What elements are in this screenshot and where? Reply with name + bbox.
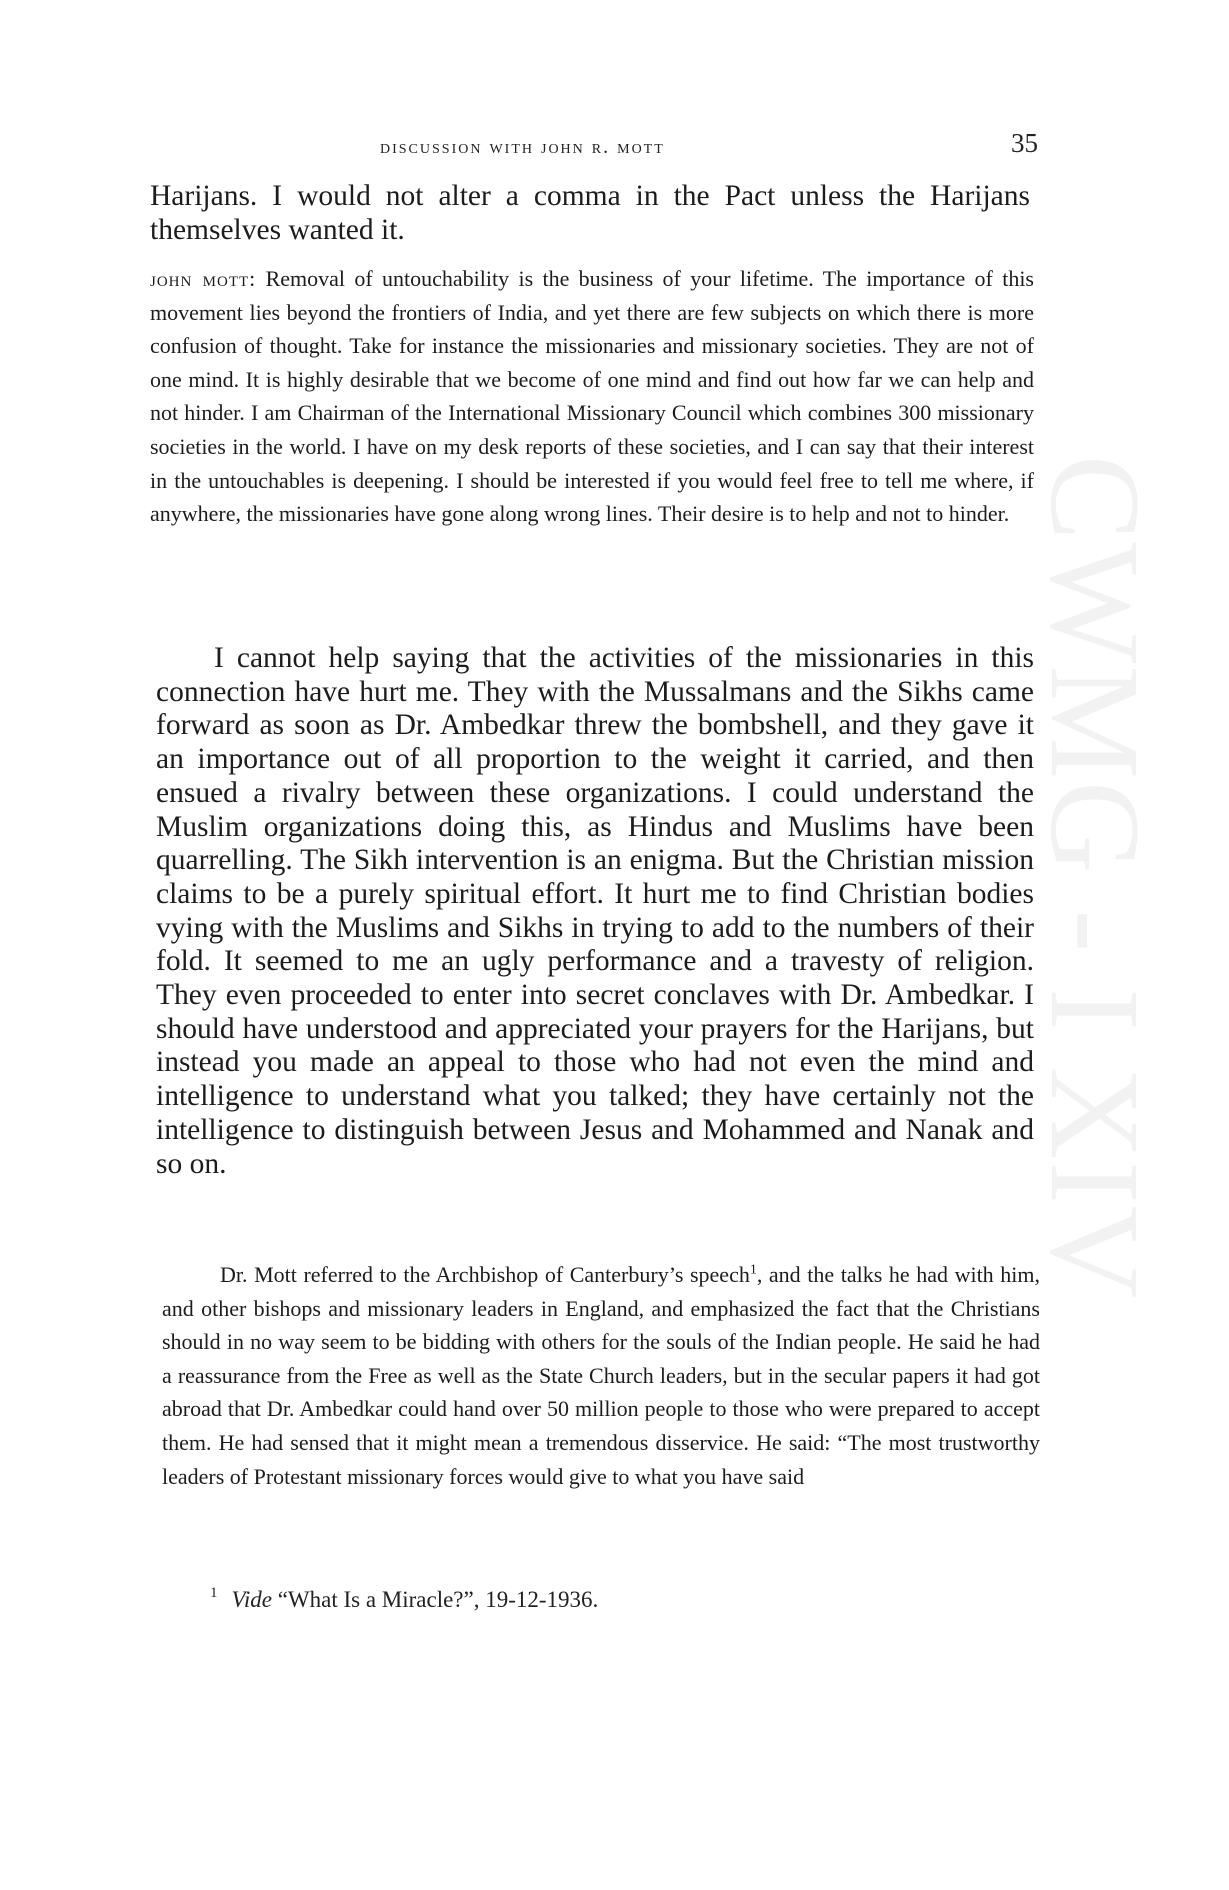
narration-text-2: , and the talks he had with him, and other bishops and missionary leaders in England, and emphasized the fact that the Christians should in no way seem to be bidding with others for the souls of the Indian people. He said he had a reassurance from the Free as well as the State Church leaders, but in the secular papers it had got abroad that Dr. Ambedkar could hand over 50 million people to those who were prepared to accept them. He had sensed that it might mean a tremendous disservice. He said: “The most trustworthy leaders of Protestant missionary forces would give to what you have said [162,1262,1040,1489]
narration-text-1: Dr. Mott referred to the Archbishop of Canterbury’s speech [220,1262,750,1287]
footnote-text: “What Is a Miracle?”, 19-12-1936. [271,1587,599,1612]
footnote-mark: 1 [210,1585,218,1601]
paragraph-narration [162,1258,1040,1493]
footnote-reference[interactable]: 1 [749,1262,757,1278]
paragraph-continuation: Harijans. I would not alter a comma in the Pact unless the Harijans themselves wanted it. [150,180,1030,246]
running-head: discussion with john r. mott [380,136,665,158]
paragraph-mott-speech [150,262,1034,531]
paragraph-gandhi-reply: I cannot help saying that the activities of the missionaries in this connection have hurt me. They with the Mussalmans and the Sikhs came forward as soon as Dr. Ambedkar threw the bombshell, and they gave it an importance out of all proportion to the weight it carried, and then ensued a rivalry between these organizations. I could understand the Muslim organizations doing this, as Hindus and Muslims have been quarrelling. The Sikh intervention is an enigma. But the Christian mission claims to be a purely spiritual effort. It hurt me to find Christian bodies vying with the Muslims and Sikhs in trying to add to the numbers of their fold. It seemed to me an ugly performance and a travesty of religion. They even proceeded to enter into secret conclaves with Dr. Ambedkar. I should have understood and appreciated your prayers for the Harijans, but instead you made an appeal to those who had not even the mind and intelligence to understand what you talked; they have certainly not the intelligence to distinguish between Jesus and Mohammed and Nanak and so on. [156,642,1034,1180]
speaker-label: john mott: [150,266,257,291]
watermark: CWMG - I XIV [1024,455,1166,1301]
footnote-vide: Vide [231,1587,272,1612]
footnote [210,1587,598,1613]
speech-text: Removal of untouchability is the business of your lifetime. The importance of this movement lies beyond the frontiers of India, and yet there are few subjects on which there is more confusion of thought. Take for instance the missionaries and missionary societies. They are not of one mind. It is highly desirable that we become of one mind and find out how far we can help and not hinder. I am Chairman of the International Missionary Council which combines 300 missionary societies in the world. I have on my desk reports of these societies, and I can say that their interest in the untouchables is deepening. I should be interested if you would feel free to tell me where, if anywhere, the missionaries have gone along wrong lines. Their desire is to help and not to hinder. [150,266,1034,527]
page-number: 35 [1011,128,1038,158]
